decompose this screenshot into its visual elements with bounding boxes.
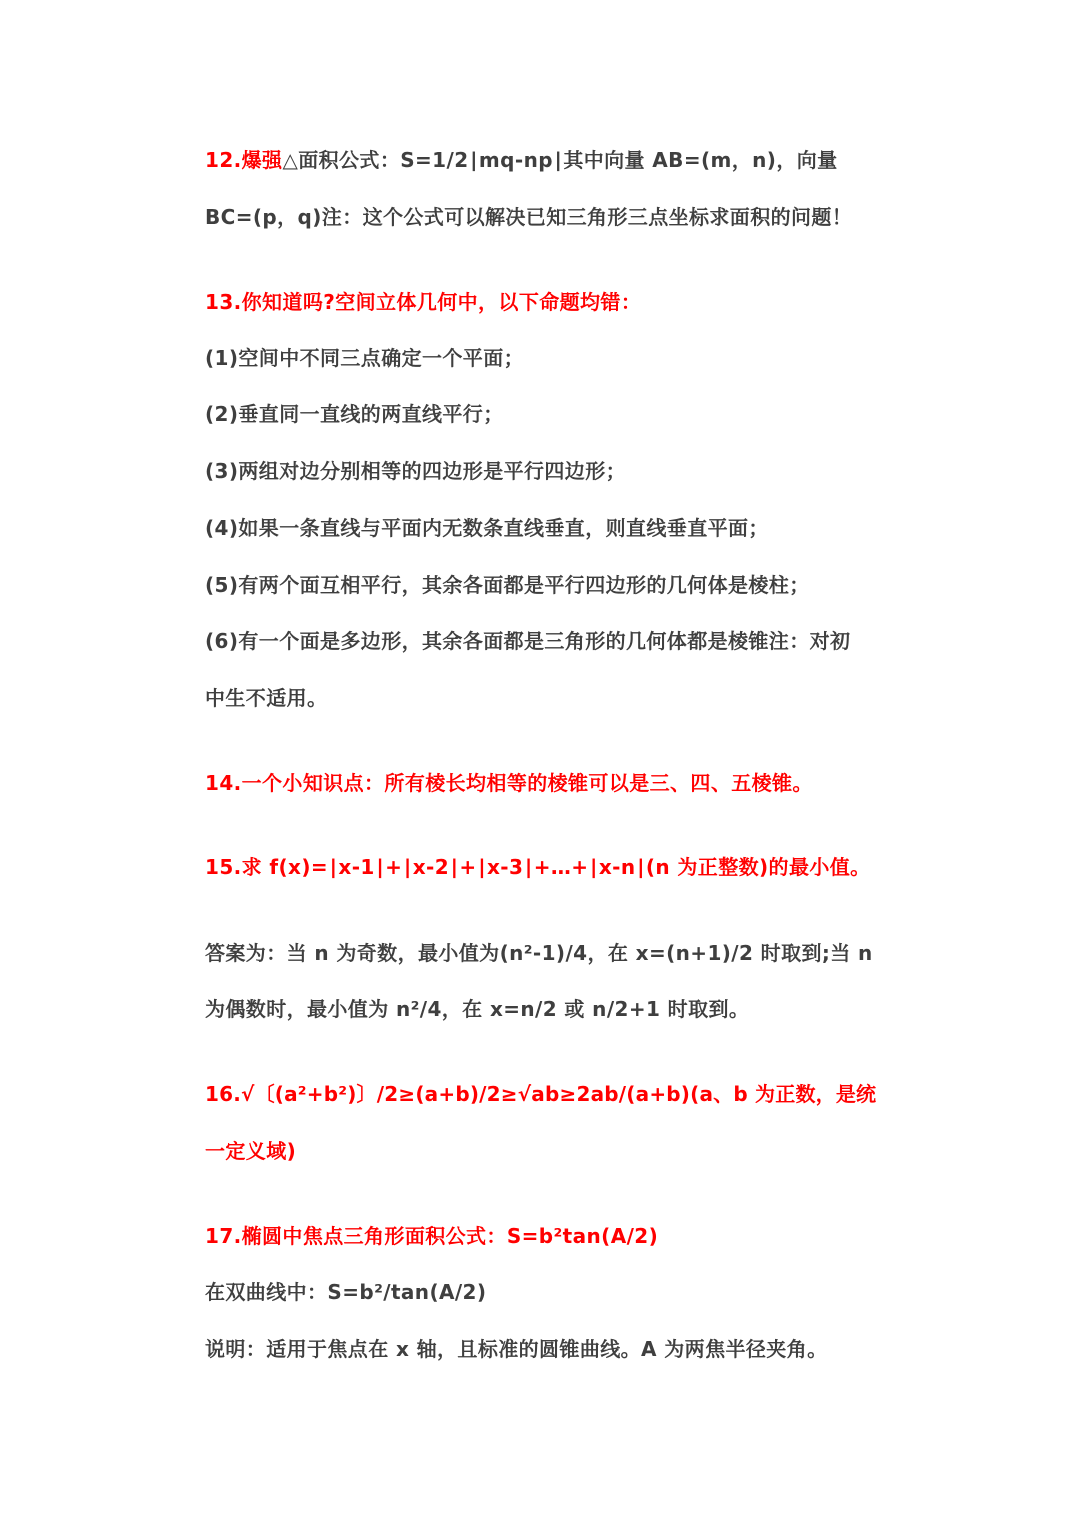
item-15-answer-line-1: 答案为：当 n 为奇数，最小值为(n²-1)/4，在 x=(n+1)/2 时取到;当 n xyxy=(205,941,873,965)
item-17-hyperbola: 在双曲线中：S=b²/tan(A/2) xyxy=(205,1280,487,1304)
item-16-line-2: 一定义域) xyxy=(205,1139,297,1163)
item-15-answer-line-2: 为偶数时，最小值为 n²/4，在 x=n/2 或 n/2+1 时取到。 xyxy=(205,997,750,1021)
item-12-label: 12.爆强 xyxy=(205,148,283,172)
item-13-proposition-1: (1)空间中不同三点确定一个平面； xyxy=(205,346,524,370)
item-15-heading: 15.求 f(x)=∣x-1∣+∣x-2∣+∣x-3∣+…+∣x-n∣(n 为正整数)的最小值。 xyxy=(205,855,871,879)
item-13-proposition-6-line-1: (6)有一个面是多边形，其余各面都是三角形的几何体都是棱锥注：对初 xyxy=(205,629,851,653)
item-16-line-1: 16.√〔(a²+b²)〕/2≥(a+b)/2≥√ab≥2ab/(a+b)(a、b 为正数，是统 xyxy=(205,1082,877,1106)
item-13-heading: 13.你知道吗?空间立体几何中，以下命题均错： xyxy=(205,290,642,314)
item-12-line-2: BC=(p，q)注：这个公式可以解决已知三角形三点坐标求面积的问题！ xyxy=(205,205,853,229)
item-12-line-1 xyxy=(205,146,838,174)
item-13-proposition-3: (3)两组对边分别相等的四边形是平行四边形； xyxy=(205,459,626,483)
item-17-note: 说明：适用于焦点在 x 轴，且标准的圆锥曲线。A 为两焦半径夹角。 xyxy=(205,1337,828,1361)
item-17-heading: 17.椭圆中焦点三角形面积公式：S=b²tan(A/2) xyxy=(205,1224,659,1248)
item-13-proposition-2: (2)垂直同一直线的两直线平行； xyxy=(205,402,504,426)
item-14-text: 14.一个小知识点：所有棱长均相等的棱锥可以是三、四、五棱锥。 xyxy=(205,771,813,795)
item-12-formula: △面积公式：S=1/2∣mq-np∣其中向量 AB=(m，n)，向量 xyxy=(282,148,838,172)
item-13-proposition-6-line-2: 中生不适用。 xyxy=(205,686,328,710)
item-13-proposition-5: (5)有两个面互相平行，其余各面都是平行四边形的几何体是棱柱； xyxy=(205,573,810,597)
item-13-proposition-4: (4)如果一条直线与平面内无数条直线垂直，则直线垂直平面； xyxy=(205,516,769,540)
